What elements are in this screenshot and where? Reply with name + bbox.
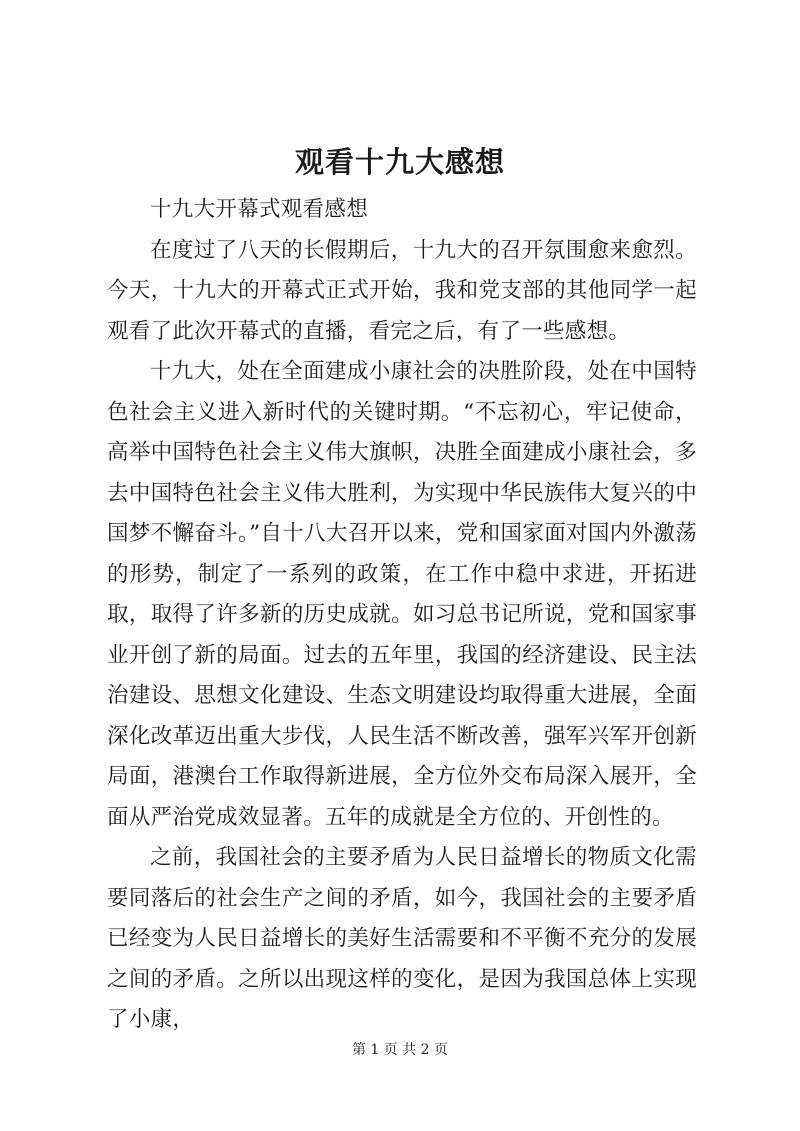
paragraph-contradiction: 之前，我国社会的主要矛盾为人民日益增长的物质文化需要同落后的社会生产之间的矛盾，如今，我国社会的主要矛盾已经变为人民日益增长的美好生活需要和不平衡不充分的发展之间的矛盾。之所以出现这样的变化，是因为我国总体上实现了小康， — [107, 845, 697, 1032]
document-title: 观看十九大感想 — [294, 145, 505, 179]
paragraph-subtitle: 十九大开幕式观看感想 — [150, 197, 369, 222]
paragraph-achievements: 十九大，处在全面建成小康社会的决胜阶段，处在中国特色社会主义进入新时代的关键时期。“不忘初心，牢记使命，高举中国特色社会主义伟大旗帜，决胜全面建成小康社会，多去中国特色社会主义伟大胜利，为实现中华民族伟大复兴的中国梦不懈奋斗。”自十八大召开以来，党和国家面对国内外激荡的形势，制定了一系列的政策，在工作中稳中求进，开拓进取，取得了许多新的历史成就。如习总书记所说，党和国家事业开创了新的局面。过去的五年里，我国的经济建设、民主法治建设、思想文化建设、生态文明建设均取得重大进展，全面深化改革迈出重大步伐，人民生活不断改善，强军兴军开创新局面，港澳台工作取得新进展，全方位外交布局深入展开，全面从严治党成效显著。五年的成就是全方位的、开创性的。 — [107, 359, 697, 830]
page-footer: 第 1 页 共 2 页 — [351, 1042, 449, 1058]
paragraph-intro: 在度过了八天的长假期后，十九大的召开氛围愈来愈烈。今天，十九大的开幕式正式开始，我和党支部的其他同学一起观看了此次开幕式的直播，看完之后，有了一些感想。 — [107, 237, 697, 344]
document-body — [107, 190, 697, 1041]
